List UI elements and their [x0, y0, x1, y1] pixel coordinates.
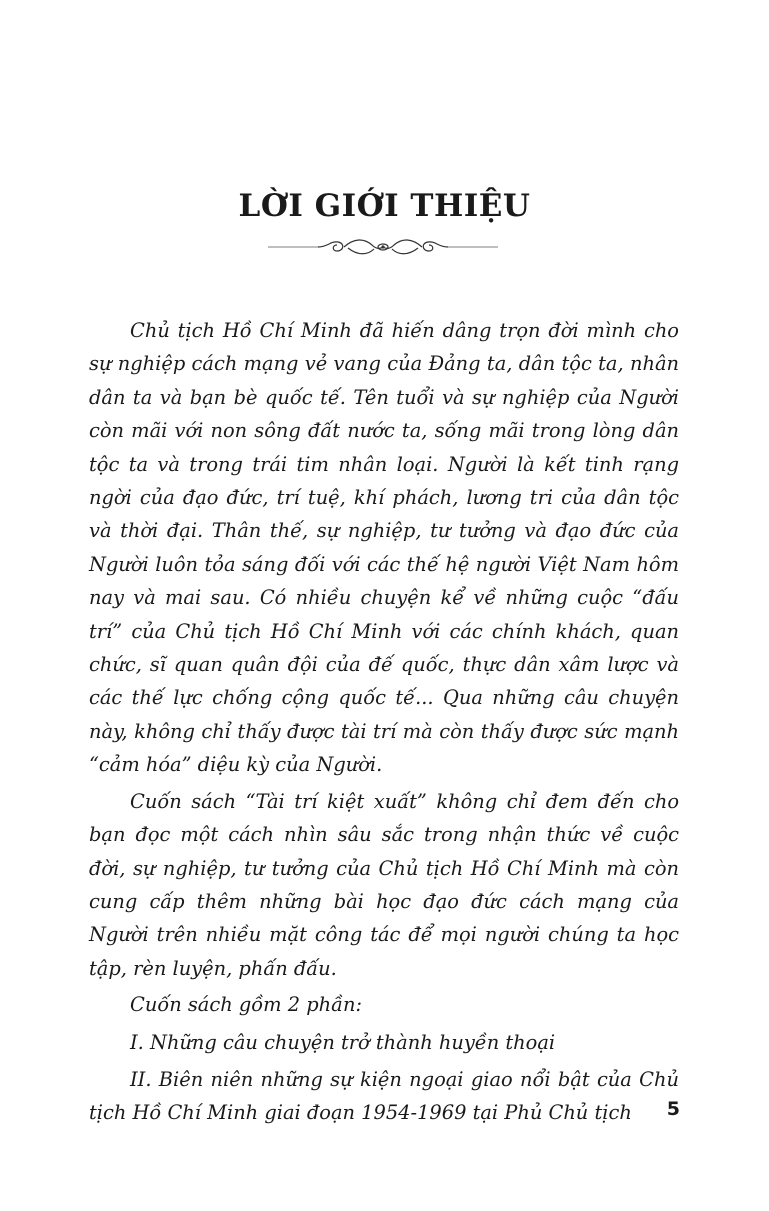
- flourish-divider-icon: [268, 236, 498, 258]
- paragraph-part-one: I. Những câu chuyện trở thành huyền thoại: [130, 1030, 556, 1054]
- page-number: 5: [666, 1098, 680, 1120]
- paragraph-book-parts: Cuốn sách gồm 2 phần:: [130, 993, 362, 1017]
- page-title: LỜI GIỚI THIỆU: [238, 188, 531, 224]
- paragraph-part-two: II. Biên niên những sự kiện ngoại giao nổi bật của Chủ tịch Hồ Chí Minh giai đoạn 1954-1969 tại Phủ Chủ tịch: [89, 1067, 679, 1125]
- paragraph-book-description: Cuốn sách “Tài trí kiệt xuất” không chỉ đem đến cho bạn đọc một cách nhìn sâu sắc trong nhận thức về cuộc đời, sự nghiệp, tư tưởng của Chủ tịch Hồ Chí Minh mà còn cung cấp thêm những bài học đạo đức cách mạng của Người trên nhiều mặt công tác để mọi người chúng ta học tập, rèn luyện, phấn đấu.: [89, 789, 679, 980]
- paragraph-intro: Chủ tịch Hồ Chí Minh đã hiến dâng trọn đời mình cho sự nghiệp cách mạng vẻ vang của Đảng ta, dân tộc ta, nhân dân ta và bạn bè quốc tế. Tên tuổi và sự nghiệp của Người còn mãi với non sông đất nước ta, sống mãi trong lòng dân tộc ta và trong trái tim nhân loại. Người là kết tinh rạng ngời của đạo đức, trí tuệ, khí phách, lương tri của dân tộc và thời đại. Thân thế, sự nghiệp, tư tưởng và đạo đức của Người luôn tỏa sáng đối với các thế hệ người Việt Nam hôm nay và mai sau. Có nhiều chuyện kể về những cuộc “đấu trí” của Chủ tịch Hồ Chí Minh với các chính khách, quan chức, sĩ quan quân đội của đế quốc, thực dân xâm lược và các thế lực chống cộng quốc tế... Qua những câu chuyện này, không chỉ thấy được tài trí mà còn thấy được sức mạnh “cảm hóa” diệu kỳ của Người.: [89, 319, 679, 777]
- introduction-body: [89, 314, 679, 1133]
